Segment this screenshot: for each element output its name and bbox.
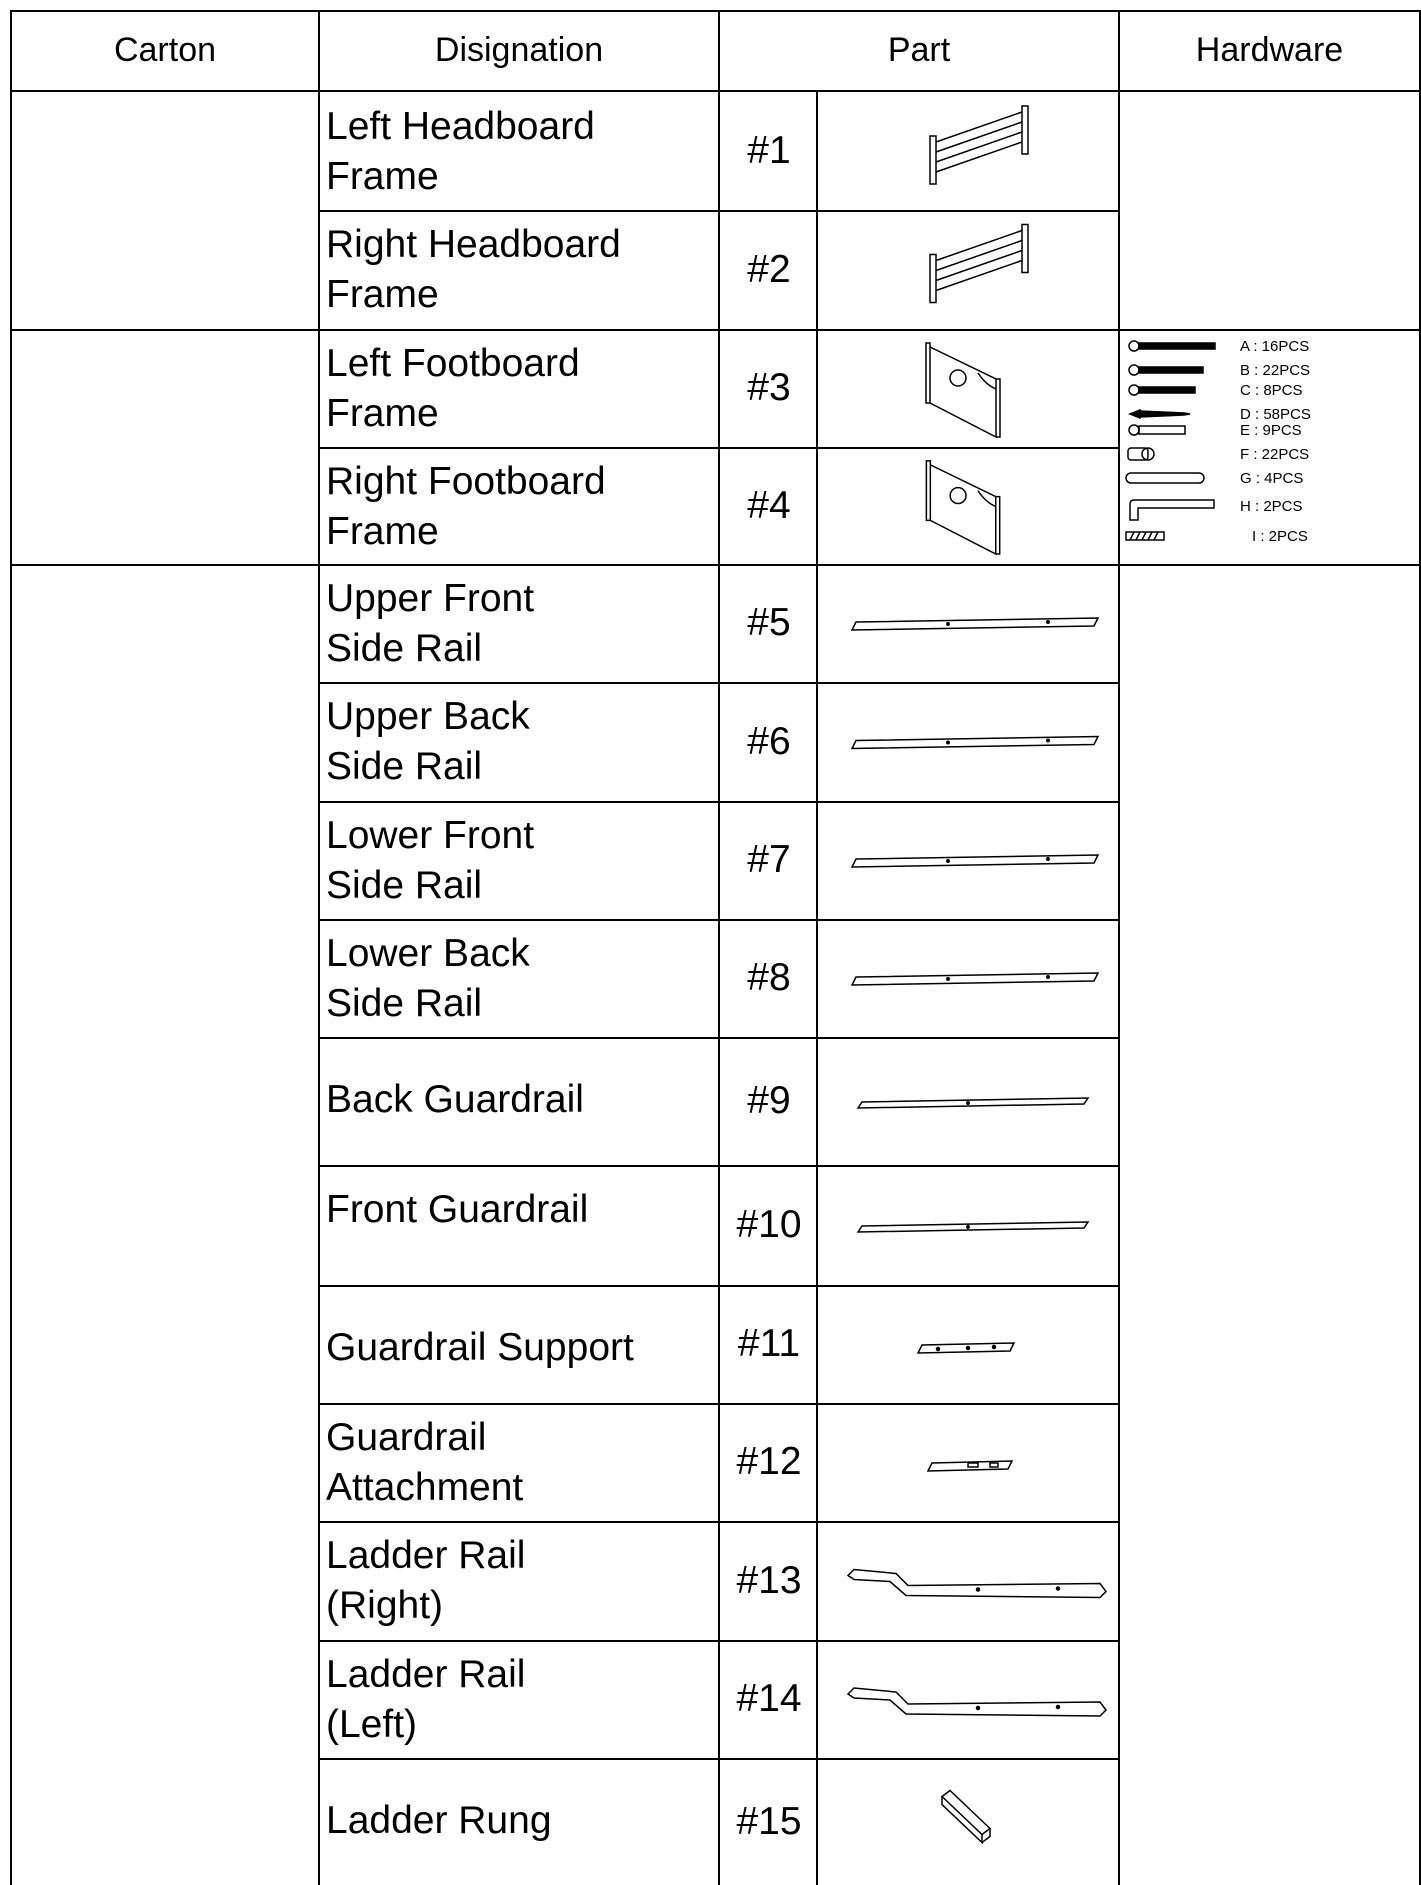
row-divider — [318, 1521, 1120, 1523]
hardware-label: B : 22PCS — [1240, 362, 1311, 379]
short-bolt-icon — [1129, 425, 1185, 435]
part-number: #14 — [736, 1677, 802, 1720]
part-name: Lower Back Side Rail — [326, 932, 530, 1025]
bolt-icon — [1129, 385, 1195, 395]
row-divider — [318, 1758, 1120, 1760]
carton-divider — [10, 329, 1421, 331]
guardrail-icon — [818, 1169, 1116, 1281]
ladder-rail-icon — [818, 1525, 1116, 1636]
part-number: #4 — [747, 484, 791, 527]
footboard-frame-icon — [818, 333, 1116, 443]
part-name: Ladder Rail (Right) — [326, 1534, 526, 1627]
part-name: Front Guardrail — [326, 1188, 589, 1231]
wood-screw-icon — [1130, 410, 1190, 418]
column-divider — [318, 10, 320, 1885]
header-carton: Carton — [113, 30, 217, 69]
guardrail-support-icon — [818, 1289, 1116, 1399]
part-number: #3 — [747, 366, 791, 409]
row-divider — [318, 1403, 1120, 1405]
part-number: #12 — [736, 1440, 802, 1483]
side-rail-icon — [818, 805, 1116, 915]
part-number: #2 — [747, 248, 791, 291]
hardware-list-graphic — [1122, 332, 1420, 562]
row-divider — [318, 1285, 1120, 1287]
part-name: Back Guardrail — [326, 1078, 584, 1121]
part-number: #8 — [747, 956, 791, 999]
part-name: Upper Front Side Rail — [326, 577, 535, 670]
bolt-icon — [1129, 365, 1203, 375]
part-name: Left Headboard Frame — [326, 105, 595, 198]
part-name: Ladder Rung — [326, 1799, 552, 1842]
dowel-icon — [1126, 473, 1204, 483]
hardware-label: E : 9PCS — [1240, 422, 1302, 439]
guardrail-attachment-icon — [818, 1407, 1116, 1517]
part-number: #15 — [736, 1800, 802, 1843]
part-number: #5 — [747, 601, 791, 644]
headboard-frame-icon — [818, 96, 1116, 206]
part-number: #6 — [747, 720, 791, 763]
table-border-left — [10, 10, 12, 1885]
hardware-label: F : 22PCS — [1240, 446, 1310, 463]
headboard-frame-icon — [818, 214, 1116, 325]
guardrail-icon — [818, 1041, 1116, 1161]
hardware-label: D : 58PCS — [1240, 406, 1311, 423]
row-divider — [318, 210, 1120, 212]
part-name: Left Footboard Frame — [326, 342, 580, 435]
header-designation: Disignation — [434, 30, 604, 69]
part-number: #7 — [747, 838, 791, 881]
part-name: Lower Front Side Rail — [326, 814, 535, 907]
spring-icon — [1126, 532, 1164, 540]
side-rail-icon — [818, 686, 1116, 797]
part-name: Guardrail Support — [326, 1326, 634, 1369]
part-name: Upper Back Side Rail — [326, 695, 530, 788]
part-number: #9 — [747, 1079, 791, 1122]
row-divider — [318, 1037, 1120, 1039]
part-number: #10 — [736, 1203, 802, 1246]
part-number: #1 — [747, 129, 791, 172]
side-rail-icon — [818, 568, 1116, 678]
header-divider — [10, 90, 1421, 92]
header-part: Part — [887, 30, 951, 69]
column-divider — [1118, 10, 1120, 1885]
part-name: Right Footboard Frame — [326, 460, 606, 553]
ladder-rail-icon — [818, 1644, 1116, 1754]
allen-key-icon — [1130, 500, 1214, 520]
hardware-list — [1122, 332, 1420, 562]
part-name: Guardrail Attachment — [326, 1416, 524, 1509]
barrel-nut-icon — [1128, 448, 1154, 460]
footboard-frame-icon — [818, 451, 1116, 560]
hardware-label: G : 4PCS — [1240, 470, 1304, 487]
row-divider — [318, 682, 1120, 684]
hardware-label: C : 8PCS — [1240, 382, 1303, 399]
header-hardware: Hardware — [1195, 30, 1344, 69]
carton-divider — [10, 564, 1421, 566]
row-divider — [318, 447, 1120, 449]
bolt-icon — [1129, 341, 1215, 351]
side-rail-icon — [818, 923, 1116, 1033]
hardware-label: H : 2PCS — [1240, 498, 1303, 515]
part-name: Right Headboard Frame — [326, 223, 621, 316]
part-number: #13 — [736, 1559, 802, 1602]
hardware-label: I : 2PCS — [1252, 528, 1308, 545]
row-divider — [318, 1640, 1120, 1642]
row-divider — [318, 801, 1120, 803]
row-divider — [318, 1165, 1120, 1167]
part-number: #11 — [737, 1322, 801, 1365]
column-divider — [718, 10, 720, 1885]
ladder-rung-icon — [818, 1762, 1116, 1881]
part-name: Ladder Rail (Left) — [326, 1653, 526, 1746]
hardware-label: A : 16PCS — [1240, 338, 1310, 355]
row-divider — [318, 919, 1120, 921]
